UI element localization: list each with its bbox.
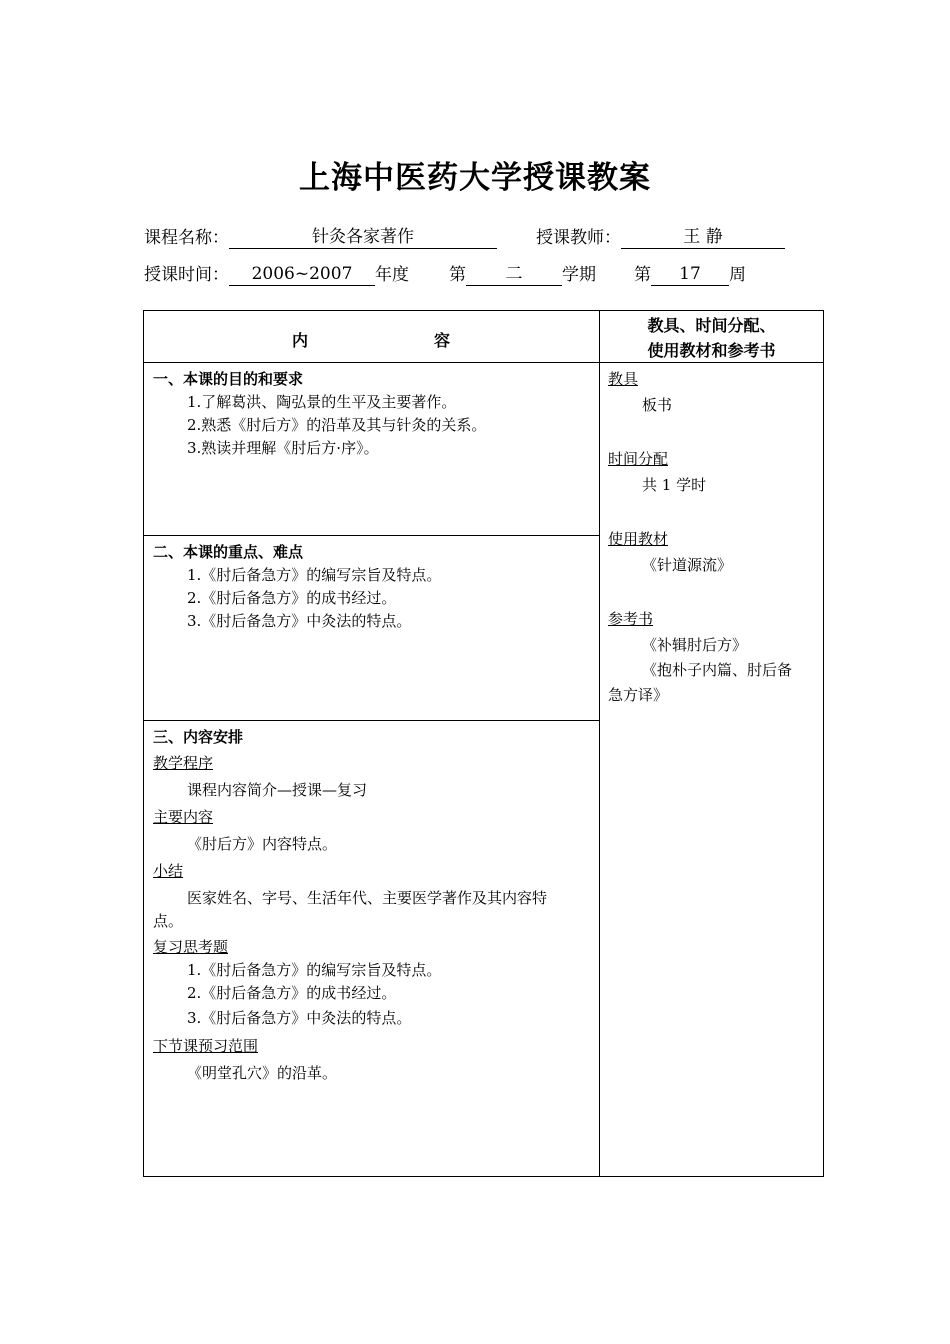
reference-item: 《抱朴子内篇、肘后备 (642, 661, 793, 679)
review-label: 复习思考题 (153, 938, 229, 956)
textbook-label: 使用教材 (608, 530, 669, 548)
section-arrangement (153, 725, 593, 1085)
list-item: 3.《肘后备急方》中灸法的特点。 (187, 1009, 412, 1027)
time-allocation-label: 时间分配 (608, 450, 669, 468)
list-item: 1.《肘后备急方》的编写宗旨及特点。 (187, 566, 442, 584)
section-heading: 三、内容安排 (153, 728, 244, 746)
section-key-points (153, 540, 593, 633)
list-item: 2.《肘后备急方》的成书经过。 (187, 984, 397, 1002)
term-suffix: 学期 (562, 265, 596, 285)
main-content-label: 主要内容 (153, 808, 214, 826)
time-info-line (144, 263, 746, 287)
time-label: 授课时间： (144, 265, 229, 285)
section-heading: 一、本课的目的和要求 (153, 370, 304, 388)
section-heading: 二、本课的重点、难点 (153, 543, 304, 561)
teaching-order-label: 教学程序 (153, 754, 214, 772)
main-content-text: 《肘后方》内容特点。 (187, 835, 338, 853)
preview-text: 《明堂孔穴》的沿革。 (187, 1064, 338, 1082)
reference-item: 《补辑肘后方》 (642, 636, 748, 654)
time-allocation-value: 共 1 学时 (642, 476, 707, 494)
resources-header-line-1: 教具、时间分配、 (647, 316, 776, 335)
resources-header-line-2: 使用教材和参考书 (647, 341, 776, 360)
teacher-label: 授课教师： (536, 228, 621, 248)
teacher-value: 王 静 (621, 226, 785, 249)
teaching-order-text: 课程内容简介—授课—复习 (187, 781, 368, 799)
term-prefix: 第 (449, 265, 466, 285)
section-divider-1 (144, 535, 599, 536)
list-item: 2.《肘后备急方》的成书经过。 (187, 589, 397, 607)
list-item: 3.《肘后备急方》中灸法的特点。 (187, 612, 412, 630)
course-label: 课程名称： (144, 228, 229, 248)
resources-column-header (600, 313, 823, 363)
week-value: 17 (651, 263, 729, 286)
page-title: 上海中医药大学授课教案 (299, 160, 651, 196)
column-divider (599, 311, 600, 1176)
section-divider-2 (144, 720, 599, 721)
course-info-line (144, 226, 785, 250)
reference-item-continued: 急方译》 (608, 686, 669, 704)
content-header-char-2: 容 (434, 331, 451, 350)
section-objectives (153, 367, 593, 460)
tools-value: 板书 (642, 396, 673, 414)
summary-text-line-2: 点。 (153, 912, 184, 930)
content-column-header (144, 311, 599, 362)
term-value: 二 (466, 263, 562, 286)
lesson-plan-table (143, 310, 824, 1177)
list-item: 1.了解葛洪、陶弘景的生平及主要著作。 (187, 393, 457, 411)
week-suffix: 周 (729, 265, 746, 285)
summary-text-line-1: 医家姓名、字号、生活年代、主要医学著作及其内容特 (187, 889, 548, 907)
textbook-value: 《针道源流》 (642, 556, 733, 574)
year-suffix: 年度 (375, 265, 409, 285)
list-item: 2.熟悉《肘后方》的沿革及其与针灸的关系。 (187, 416, 487, 434)
tools-label: 教具 (608, 370, 639, 388)
preview-label: 下节课预习范围 (153, 1037, 259, 1055)
content-header-char-1: 内 (292, 331, 309, 350)
resources-cell (608, 367, 818, 708)
week-prefix: 第 (634, 265, 651, 285)
course-value: 针灸各家著作 (229, 226, 497, 249)
summary-label: 小结 (153, 862, 184, 880)
list-item: 3.熟读并理解《肘后方·序》。 (187, 439, 379, 457)
reference-label: 参考书 (608, 610, 654, 628)
list-item: 1.《肘后备急方》的编写宗旨及特点。 (187, 961, 442, 979)
year-value: 2006~2007 (229, 263, 375, 286)
